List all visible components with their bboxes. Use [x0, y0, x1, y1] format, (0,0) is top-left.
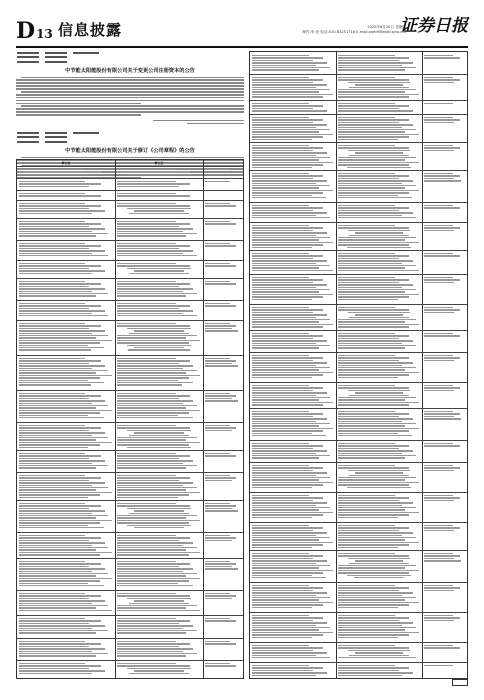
- table-row-divider: [250, 222, 467, 223]
- table-header-after: 修订后: [154, 161, 164, 165]
- table-cell: [252, 204, 334, 219]
- table-cell: [252, 552, 334, 579]
- table-cell: [205, 180, 241, 183]
- table-cell: [338, 102, 420, 113]
- table-row-divider: [250, 492, 467, 493]
- table-row-divider: [250, 202, 467, 203]
- table-row-divider: [250, 550, 467, 551]
- table-cell: [252, 614, 334, 639]
- table-cell: [19, 640, 113, 658]
- table-cell: [252, 276, 334, 301]
- table-row-divider: [250, 100, 467, 101]
- table-cell: [338, 410, 420, 437]
- table-cell: [117, 280, 201, 298]
- table-cell: [424, 306, 465, 314]
- table-row-divider: [250, 250, 467, 251]
- amendment-table-left: [16, 159, 244, 679]
- table-cell: [205, 534, 241, 542]
- table-row-divider: [250, 382, 467, 383]
- table-cell: [117, 592, 201, 612]
- table-cell: [424, 354, 465, 362]
- table-row-divider: [17, 218, 243, 219]
- table-row-divider: [17, 590, 243, 591]
- table-cell: [205, 662, 241, 668]
- table-cell: [338, 332, 420, 350]
- section-title: 信息披露: [58, 21, 123, 39]
- table-cell: [424, 464, 465, 472]
- table-row-divider: [250, 642, 467, 643]
- table-cell: [338, 464, 420, 489]
- table-cell: [252, 384, 334, 407]
- amendment-table-right: [249, 51, 468, 679]
- table-cell: [117, 640, 201, 658]
- table-cell: [252, 464, 334, 489]
- table-row-divider: [250, 330, 467, 331]
- table-cell: [205, 392, 241, 403]
- table-row-divider: [17, 660, 243, 661]
- table-cell: [19, 617, 113, 635]
- table-header-before: 修订前: [61, 161, 71, 165]
- table-cell: [424, 332, 465, 338]
- table-cell: [117, 560, 201, 587]
- table-cell: [19, 220, 113, 238]
- table-cell: [252, 410, 334, 437]
- table-row-divider: [250, 662, 467, 663]
- table-cell: [205, 322, 241, 333]
- table-row-divider: [17, 472, 243, 473]
- page-code: [16, 20, 53, 42]
- table-cell: [424, 276, 465, 284]
- table-row-divider: [17, 422, 243, 423]
- table-cell: [117, 452, 201, 470]
- table-row-divider: [17, 200, 243, 201]
- header-meta: [302, 25, 406, 35]
- table-cell: [338, 664, 420, 677]
- announcement-meta: [16, 52, 244, 63]
- announcement-title: 中节能太阳能股份有限公司关于变更公司注册资本的公告: [65, 67, 195, 74]
- table-cell: [19, 424, 113, 449]
- table-cell: [19, 592, 113, 612]
- table-cell: [252, 442, 334, 460]
- page-letter: D: [16, 18, 36, 44]
- table-cell: [252, 224, 334, 249]
- table-cell: [424, 172, 465, 183]
- table-cell: [424, 54, 465, 60]
- table-cell: [117, 357, 201, 387]
- table-cell: [338, 54, 420, 72]
- table-cell: [252, 524, 334, 549]
- table-row-divider: [17, 190, 243, 191]
- table-row-divider: [17, 532, 243, 533]
- table-cell: [205, 592, 241, 600]
- table-cell: [424, 224, 465, 232]
- table-row-divider: [17, 500, 243, 501]
- table-cell: [205, 424, 241, 432]
- table-cell: [252, 54, 334, 72]
- table-row-divider: [250, 612, 467, 613]
- announcement-meta: [16, 132, 244, 143]
- header-rule: [16, 46, 468, 48]
- table-cell: [338, 552, 420, 579]
- table-row-divider: [250, 142, 467, 143]
- announcement-register-capital: [16, 52, 244, 124]
- table-cell: [19, 502, 113, 529]
- table-cell: [117, 180, 201, 188]
- table-cell: [338, 252, 420, 272]
- table-cell: [424, 584, 465, 592]
- table-cell: [205, 357, 241, 368]
- table-cell: [19, 168, 113, 176]
- table-cell: [205, 262, 241, 268]
- table-cell: [19, 452, 113, 470]
- table-row-divider: [17, 450, 243, 451]
- table-cell: [19, 560, 113, 587]
- table-row-divider: [17, 615, 243, 616]
- table-cell: [19, 192, 113, 198]
- table-cell: [117, 424, 201, 449]
- table-cell: [252, 306, 334, 329]
- table-cell: [117, 662, 201, 675]
- table-cell: [252, 102, 334, 113]
- table-cell: [424, 664, 465, 667]
- newspaper-logo: 证券日报: [400, 16, 468, 36]
- table-row-divider: [17, 320, 243, 321]
- table-cell: [424, 116, 465, 124]
- table-cell: [424, 442, 465, 448]
- table-cell: [338, 224, 420, 249]
- table-row-divider: [17, 300, 243, 301]
- table-cell: [424, 552, 465, 563]
- table-cell: [252, 664, 334, 677]
- table-row-divider: [250, 582, 467, 583]
- table-row-divider: [250, 170, 467, 171]
- table-cell: [19, 474, 113, 499]
- table-cell: [338, 524, 420, 549]
- masthead: [16, 16, 468, 46]
- table-row-divider: [250, 74, 467, 75]
- table-cell: [338, 384, 420, 407]
- table-cell: [19, 662, 113, 675]
- table-cell: [252, 144, 334, 169]
- table-cell: [424, 644, 465, 650]
- table-cell: [19, 534, 113, 557]
- table-cell: [117, 302, 201, 317]
- table-cell: [338, 442, 420, 460]
- table-cell: [252, 252, 334, 272]
- table-cell: [205, 560, 241, 571]
- table-cell: [252, 584, 334, 609]
- table-cell: [424, 204, 465, 210]
- table-cell: [205, 474, 241, 482]
- table-column-divider: [336, 52, 337, 678]
- table-cell: [424, 524, 465, 532]
- table-cell: [338, 354, 420, 379]
- table-cell: [252, 354, 334, 379]
- table-cell: [338, 276, 420, 301]
- left-column: [16, 51, 244, 679]
- table-cell: [424, 614, 465, 622]
- table-cell: [117, 322, 201, 352]
- table-row-divider: [17, 638, 243, 639]
- table-row-divider: [250, 408, 467, 409]
- table-cell: [252, 644, 334, 659]
- table-cell: [424, 384, 465, 392]
- table-cell: [19, 262, 113, 275]
- table-cell: [117, 534, 201, 557]
- table-cell: [205, 640, 241, 646]
- table-row-divider: [17, 390, 243, 391]
- table-cell: [338, 116, 420, 141]
- table-cell: [205, 202, 241, 208]
- table-cell: [338, 644, 420, 659]
- table-cell: [338, 306, 420, 329]
- table-cell: [424, 76, 465, 84]
- table-cell: [117, 192, 201, 198]
- table-cell: [252, 494, 334, 519]
- table-cell: [117, 202, 201, 215]
- table-cell: [424, 252, 465, 258]
- table-cell: [338, 204, 420, 219]
- table-cell: [19, 280, 113, 298]
- page-number: 13: [36, 27, 53, 41]
- table-cell: [19, 180, 113, 188]
- table-cell: [252, 332, 334, 350]
- table-row-divider: [17, 166, 243, 167]
- table-cell: [205, 220, 241, 226]
- table-cell: [252, 76, 334, 99]
- table-cell: [424, 144, 465, 152]
- table-cell: [19, 392, 113, 419]
- table-column-divider: [115, 160, 116, 678]
- table-column-divider: [203, 160, 204, 678]
- table-cell: [19, 357, 113, 387]
- table-cell: [19, 302, 113, 317]
- table-cell: [117, 617, 201, 635]
- announcement-title: 中节能太阳能股份有限公司关于修订《公司章程》的公告: [65, 147, 195, 154]
- table-cell: [205, 302, 241, 308]
- table-cell: [205, 502, 241, 513]
- table-row-divider: [17, 558, 243, 559]
- table-cell: [424, 102, 465, 105]
- editor-contact: 制作:李 营 电话:010-83251716 E-mail:zqrb9@zqrb.sina.net: [302, 30, 406, 34]
- issue-date: 2020年6月20日 星期四: [367, 25, 406, 29]
- table-cell: [338, 172, 420, 199]
- table-cell: [338, 614, 420, 639]
- table-row-divider: [17, 260, 243, 261]
- table-row-divider: [250, 462, 467, 463]
- table-cell: [252, 172, 334, 199]
- page-footer-mark: [452, 679, 468, 686]
- table-row-divider: [17, 178, 243, 179]
- table-cell: [424, 494, 465, 502]
- table-cell: [117, 474, 201, 499]
- table-row-divider: [250, 522, 467, 523]
- table-cell: [338, 76, 420, 99]
- table-row-divider: [250, 440, 467, 441]
- table-cell: [205, 617, 241, 623]
- table-cell: [424, 410, 465, 421]
- table-cell: [117, 168, 201, 176]
- table-row-divider: [17, 355, 243, 356]
- table-row-divider: [250, 274, 467, 275]
- table-row-divider: [250, 304, 467, 305]
- table-cell: [19, 322, 113, 352]
- table-cell: [205, 452, 241, 458]
- table-cell: [252, 116, 334, 141]
- announcement-body: [16, 77, 244, 125]
- table-cell: [205, 242, 241, 248]
- table-row-divider: [17, 278, 243, 279]
- table-row-divider: [250, 352, 467, 353]
- table-cell: [205, 168, 241, 171]
- table-cell: [338, 494, 420, 519]
- table-cell: [117, 220, 201, 238]
- right-column: [249, 51, 468, 679]
- table-cell: [338, 144, 420, 169]
- table-cell: [19, 202, 113, 215]
- table-cell: [117, 242, 201, 257]
- table-row-divider: [250, 114, 467, 115]
- table-cell: [117, 392, 201, 419]
- table-cell: [205, 280, 241, 286]
- table-cell: [117, 262, 201, 275]
- table-cell: [117, 502, 201, 529]
- table-cell: [19, 242, 113, 257]
- table-row-divider: [17, 240, 243, 241]
- table-cell: [338, 584, 420, 609]
- table-column-divider: [422, 52, 423, 678]
